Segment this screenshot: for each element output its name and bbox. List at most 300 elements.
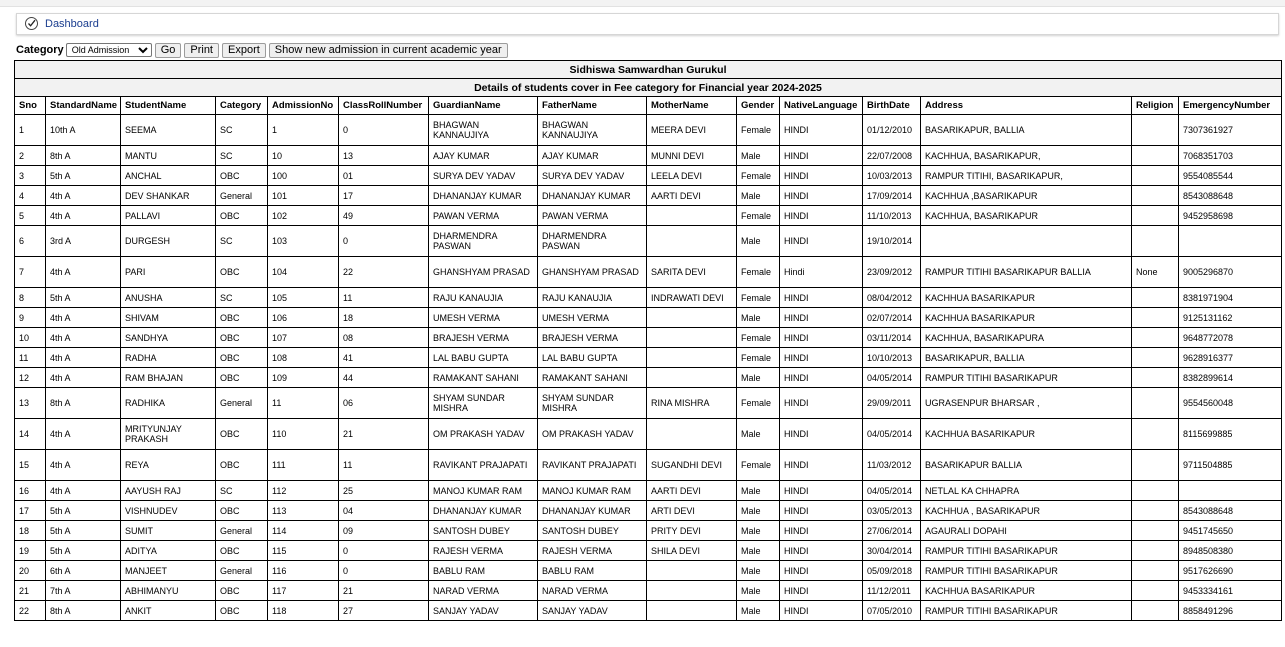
table-cell [1132,561,1179,581]
table-cell: SHYAM SUNDAR MISHRA [429,388,538,419]
table-cell: KACHHUA BASARIKAPUR [921,419,1132,450]
table-cell: 106 [268,308,339,328]
table-cell: 08 [339,328,429,348]
table-cell: Female [737,166,780,186]
table-cell: 22/07/2008 [863,146,921,166]
table-cell: 9711504885 [1179,450,1282,481]
table-cell: 9005296870 [1179,257,1282,288]
table-cell: HINDI [780,206,863,226]
table-cell: SANJAY YADAV [538,601,647,621]
table-cell [1132,601,1179,621]
table-cell: 102 [268,206,339,226]
table-cell: RAVIKANT PRAJAPATI [429,450,538,481]
table-cell [647,601,737,621]
table-cell: Female [737,450,780,481]
column-header: ClassRollNumber [339,97,429,115]
table-cell [1132,348,1179,368]
table-cell: Male [737,601,780,621]
table-cell [647,226,737,257]
table-cell: 27 [339,601,429,621]
table-cell: 4th A [46,481,121,501]
table-cell: DHARMENDRA PASWAN [429,226,538,257]
table-cell: 0 [339,561,429,581]
table-row [15,226,1282,257]
table-cell: 21 [339,581,429,601]
table-cell: 1 [268,115,339,146]
table-cell: PRITY DEVI [647,521,737,541]
table-cell: 9452958698 [1179,206,1282,226]
table-cell: 4th A [46,206,121,226]
table-cell: 14 [15,419,46,450]
table-cell: 05/09/2018 [863,561,921,581]
table-cell: HINDI [780,581,863,601]
category-select[interactable] [66,43,152,57]
table-cell: DEV SHANKAR [121,186,216,206]
table-cell: 9554560048 [1179,388,1282,419]
column-header: AdmissionNo [268,97,339,115]
table-cell: 8115699885 [1179,419,1282,450]
table-cell: GHANSHYAM PRASAD [429,257,538,288]
table-cell: 18 [15,521,46,541]
table-row [15,288,1282,308]
table-cell: 5th A [46,288,121,308]
table-cell: OBC [216,166,268,186]
table-cell: AAYUSH RAJ [121,481,216,501]
table-cell: REYA [121,450,216,481]
table-cell: KACHHUA , BASARIKAPUR [921,501,1132,521]
table-cell: 8th A [46,601,121,621]
table-cell: OBC [216,541,268,561]
table-cell: MRITYUNJAY PRAKASH [121,419,216,450]
table-cell: PAWAN VERMA [538,206,647,226]
table-cell: 114 [268,521,339,541]
table-cell: 4th A [46,450,121,481]
table-cell: 11 [268,388,339,419]
table-cell: 10 [15,328,46,348]
table-cell: 12 [15,368,46,388]
table-cell: 116 [268,561,339,581]
table-cell: BASARIKAPUR BALLIA [921,450,1132,481]
table-cell: OBC [216,450,268,481]
table-cell: 8381971904 [1179,288,1282,308]
table-cell: General [216,521,268,541]
table-cell: 104 [268,257,339,288]
table-cell: 5 [15,206,46,226]
column-header: NativeLanguage [780,97,863,115]
table-cell: Male [737,368,780,388]
table-cell: BABLU RAM [538,561,647,581]
table-row [15,348,1282,368]
table-cell: KACHHUA BASARIKAPUR [921,308,1132,328]
table-cell: 19 [15,541,46,561]
table-cell: 25 [339,481,429,501]
table-cell [1132,521,1179,541]
table-cell: 11/10/2013 [863,206,921,226]
table-row [15,481,1282,501]
table-cell: BASARIKAPUR, BALLIA [921,348,1132,368]
table-cell [1132,166,1179,186]
table-cell: LAL BABU GUPTA [538,348,647,368]
table-cell: OBC [216,348,268,368]
table-cell: SUMIT [121,521,216,541]
table-cell: GHANSHYAM PRASAD [538,257,647,288]
table-cell [1132,288,1179,308]
column-header: FatherName [538,97,647,115]
table-cell: RAM BHAJAN [121,368,216,388]
table-cell: DHANANJAY KUMAR [429,186,538,206]
column-header: Gender [737,97,780,115]
table-cell: 41 [339,348,429,368]
table-cell [1132,501,1179,521]
table-cell: 0 [339,115,429,146]
table-cell: 03/11/2014 [863,328,921,348]
table-cell: 27/06/2014 [863,521,921,541]
table-cell: 7 [15,257,46,288]
table-cell: Male [737,481,780,501]
table-cell: ADITYA [121,541,216,561]
table-cell: 10/10/2013 [863,348,921,368]
table-cell: HINDI [780,541,863,561]
table-cell: RAVIKANT PRAJAPATI [538,450,647,481]
table-cell: 04/05/2014 [863,481,921,501]
table-cell: MANTU [121,146,216,166]
table-cell: 5th A [46,501,121,521]
table-cell: HINDI [780,450,863,481]
table-cell: MANOJ KUMAR RAM [538,481,647,501]
table-cell: 11 [339,288,429,308]
table-cell: Male [737,419,780,450]
table-cell: 5th A [46,521,121,541]
table-cell: RAMPUR TITIHI BASARIKAPUR BALLIA [921,257,1132,288]
table-cell: OBC [216,601,268,621]
table-body [15,115,1282,621]
table-row [15,328,1282,348]
table-cell [647,348,737,368]
dashboard-bar [16,13,1279,35]
table-cell: Male [737,561,780,581]
table-row [15,521,1282,541]
table-cell: RAJESH VERMA [538,541,647,561]
table-cell: 10 [268,146,339,166]
table-cell: Female [737,348,780,368]
table-cell: 118 [268,601,339,621]
table-cell: 11 [15,348,46,368]
table-cell: 9554085544 [1179,166,1282,186]
table-cell: DHANANJAY KUMAR [538,186,647,206]
table-cell: 6th A [46,561,121,581]
table-cell: BHAGWAN KANNAUJIYA [429,115,538,146]
table-cell: RAMPUR TITIHI BASARIKAPUR [921,601,1132,621]
table-cell: 10/03/2013 [863,166,921,186]
table-cell: 17 [339,186,429,206]
report-subtitle: Details of students cover in Fee category for Financial year 2024-2025 [15,79,1282,97]
table-cell: PAWAN VERMA [429,206,538,226]
table-cell: 4th A [46,419,121,450]
table-cell: HINDI [780,348,863,368]
table-cell: 113 [268,501,339,521]
table-cell: BRAJESH VERMA [429,328,538,348]
table-cell: 20 [15,561,46,581]
filter-controls [16,42,511,58]
table-cell: AJAY KUMAR [429,146,538,166]
table-cell: HINDI [780,308,863,328]
category-label: Category [16,44,64,56]
table-cell: 109 [268,368,339,388]
table-row [15,146,1282,166]
table-cell: 30/04/2014 [863,541,921,561]
table-cell: HINDI [780,601,863,621]
table-cell [647,368,737,388]
table-cell: SHYAM SUNDAR MISHRA [538,388,647,419]
table-cell: Hindi [780,257,863,288]
table-cell: 21 [15,581,46,601]
table-cell: HINDI [780,419,863,450]
table-cell: AGAURALI DOPAHI [921,521,1132,541]
table-cell: 9517626690 [1179,561,1282,581]
table-cell: BHAGWAN KANNAUJIYA [538,115,647,146]
dashboard-link[interactable]: Dashboard [45,18,99,30]
table-cell: PARI [121,257,216,288]
table-cell: 9125131162 [1179,308,1282,328]
table-cell: 8543088648 [1179,186,1282,206]
table-cell [647,206,737,226]
table-cell: 18 [339,308,429,328]
table-cell: 7th A [46,581,121,601]
table-cell: Male [737,521,780,541]
table-cell: OBC [216,501,268,521]
table-row [15,581,1282,601]
table-cell: Female [737,328,780,348]
table-cell [1132,115,1179,146]
column-header: Religion [1132,97,1179,115]
table-cell [647,581,737,601]
table-cell: SC [216,481,268,501]
table-row [15,166,1282,186]
table-cell: SHILA DEVI [647,541,737,561]
table-cell: General [216,186,268,206]
table-cell [1132,581,1179,601]
table-row [15,115,1282,146]
table-cell: OM PRAKASH YADAV [538,419,647,450]
table-cell: 13 [339,146,429,166]
table-cell: 4th A [46,186,121,206]
table-cell: Female [737,206,780,226]
table-cell: OBC [216,328,268,348]
table-cell: LAL BABU GUPTA [429,348,538,368]
table-cell: AARTI DEVI [647,481,737,501]
table-cell: 8 [15,288,46,308]
table-cell: HINDI [780,481,863,501]
table-cell [1132,388,1179,419]
print-button[interactable]: Print [184,43,219,58]
table-cell: 09 [339,521,429,541]
table-cell: 4th A [46,348,121,368]
table-cell: RADHA [121,348,216,368]
table-cell [647,308,737,328]
show-new-admission-button[interactable]: Show new admission in current academic year [269,43,508,58]
table-cell: Male [737,581,780,601]
table-cell: 9451745650 [1179,521,1282,541]
table-cell: 16 [15,481,46,501]
column-header: MotherName [647,97,737,115]
table-cell: 8th A [46,146,121,166]
table-cell [647,561,737,581]
table-cell: SANDHYA [121,328,216,348]
table-cell: 11 [339,450,429,481]
table-cell: Male [737,308,780,328]
table-cell: SURYA DEV YADAV [429,166,538,186]
table-cell: 0 [339,226,429,257]
column-header: GuardianName [429,97,538,115]
table-cell: RAMPUR TITIHI BASARIKAPUR [921,561,1132,581]
table-cell: ANUSHA [121,288,216,308]
table-cell: HINDI [780,368,863,388]
table-cell: UGRASENPUR BHARSAR , [921,388,1132,419]
table-cell: 7068351703 [1179,146,1282,166]
table-cell: 117 [268,581,339,601]
table-cell: ANKIT [121,601,216,621]
table-cell: General [216,561,268,581]
table-cell: RAMAKANT SAHANI [538,368,647,388]
table-cell: 7307361927 [1179,115,1282,146]
table-cell: 3rd A [46,226,121,257]
table-cell: 8948508380 [1179,541,1282,561]
table-cell: VISHNUDEV [121,501,216,521]
table-cell: SC [216,288,268,308]
table-cell: ANCHAL [121,166,216,186]
table-cell: 9648772078 [1179,328,1282,348]
export-button[interactable]: Export [222,43,266,58]
table-cell: DHARMENDRA PASWAN [538,226,647,257]
table-cell: DURGESH [121,226,216,257]
table-cell: BASARIKAPUR, BALLIA [921,115,1132,146]
table-cell [1132,481,1179,501]
table-cell: 110 [268,419,339,450]
table-cell: SURYA DEV YADAV [538,166,647,186]
column-header: StandardName [46,97,121,115]
table-row [15,501,1282,521]
table-cell: OBC [216,206,268,226]
table-cell: RAJESH VERMA [429,541,538,561]
table-cell: KACHHUA BASARIKAPUR [921,288,1132,308]
table-cell: 17/09/2014 [863,186,921,206]
table-cell: BRAJESH VERMA [538,328,647,348]
table-cell [1132,541,1179,561]
column-header: EmergencyNumber [1179,97,1282,115]
table-cell: None [1132,257,1179,288]
table-cell: RADHIKA [121,388,216,419]
table-cell: KACHHUA BASARIKAPUR [921,581,1132,601]
table-cell: RAMPUR TITIHI BASARIKAPUR [921,368,1132,388]
table-cell: NETLAL KA CHHAPRA [921,481,1132,501]
table-cell: 21 [339,419,429,450]
table-cell: RAMAKANT SAHANI [429,368,538,388]
table-cell [1132,328,1179,348]
table-cell: 04/05/2014 [863,419,921,450]
table-cell [1179,481,1282,501]
table-cell: OBC [216,308,268,328]
table-cell [921,226,1132,257]
table-cell [647,419,737,450]
table-cell: SC [216,226,268,257]
table-cell: 02/07/2014 [863,308,921,328]
table-cell: HINDI [780,115,863,146]
table-cell: HINDI [780,226,863,257]
table-cell: 29/09/2011 [863,388,921,419]
column-header: Sno [15,97,46,115]
table-row [15,388,1282,419]
table-cell: DHANANJAY KUMAR [538,501,647,521]
table-cell [1132,368,1179,388]
table-cell: ABHIMANYU [121,581,216,601]
top-edge-bar [0,0,1285,7]
table-cell: 5th A [46,166,121,186]
go-button[interactable]: Go [155,43,182,58]
table-cell: HINDI [780,561,863,581]
column-header: BirthDate [863,97,921,115]
table-cell: MEERA DEVI [647,115,737,146]
table-cell: HINDI [780,186,863,206]
table-cell [1132,450,1179,481]
table-cell: Female [737,115,780,146]
table-cell: 49 [339,206,429,226]
table-cell: 8th A [46,388,121,419]
table-row [15,419,1282,450]
table-cell: 07/05/2010 [863,601,921,621]
table-cell: Male [737,186,780,206]
table-cell: 19/10/2014 [863,226,921,257]
table-cell [1179,226,1282,257]
student-report-table [14,60,1282,621]
table-cell: Female [737,388,780,419]
table-cell [1132,146,1179,166]
table-row [15,186,1282,206]
column-header: Address [921,97,1132,115]
table-cell: OBC [216,368,268,388]
table-cell: 4th A [46,328,121,348]
table-cell: OBC [216,257,268,288]
table-cell: INDRAWATI DEVI [647,288,737,308]
check-circle-icon [25,17,38,30]
table-cell: 105 [268,288,339,308]
table-cell: 04/05/2014 [863,368,921,388]
table-cell: AJAY KUMAR [538,146,647,166]
table-cell: 03/05/2013 [863,501,921,521]
table-cell: 08/04/2012 [863,288,921,308]
table-cell: HINDI [780,166,863,186]
table-cell: DHANANJAY KUMAR [429,501,538,521]
table-cell: 9 [15,308,46,328]
table-row [15,206,1282,226]
table-cell: UMESH VERMA [538,308,647,328]
table-cell: BABLU RAM [429,561,538,581]
table-cell: SANTOSH DUBEY [429,521,538,541]
table-cell: 23/09/2012 [863,257,921,288]
table-cell: 01/12/2010 [863,115,921,146]
table-cell: 0 [339,541,429,561]
table-cell: 8382899614 [1179,368,1282,388]
table-cell: HINDI [780,388,863,419]
school-title: Sidhiswa Samwardhan Gurukul [15,61,1282,79]
table-cell: 4 [15,186,46,206]
table-row [15,308,1282,328]
table-cell: 22 [339,257,429,288]
table-cell: SANJAY YADAV [429,601,538,621]
table-cell: HINDI [780,501,863,521]
table-cell: SUGANDHI DEVI [647,450,737,481]
table-cell: HINDI [780,521,863,541]
table-cell: 100 [268,166,339,186]
